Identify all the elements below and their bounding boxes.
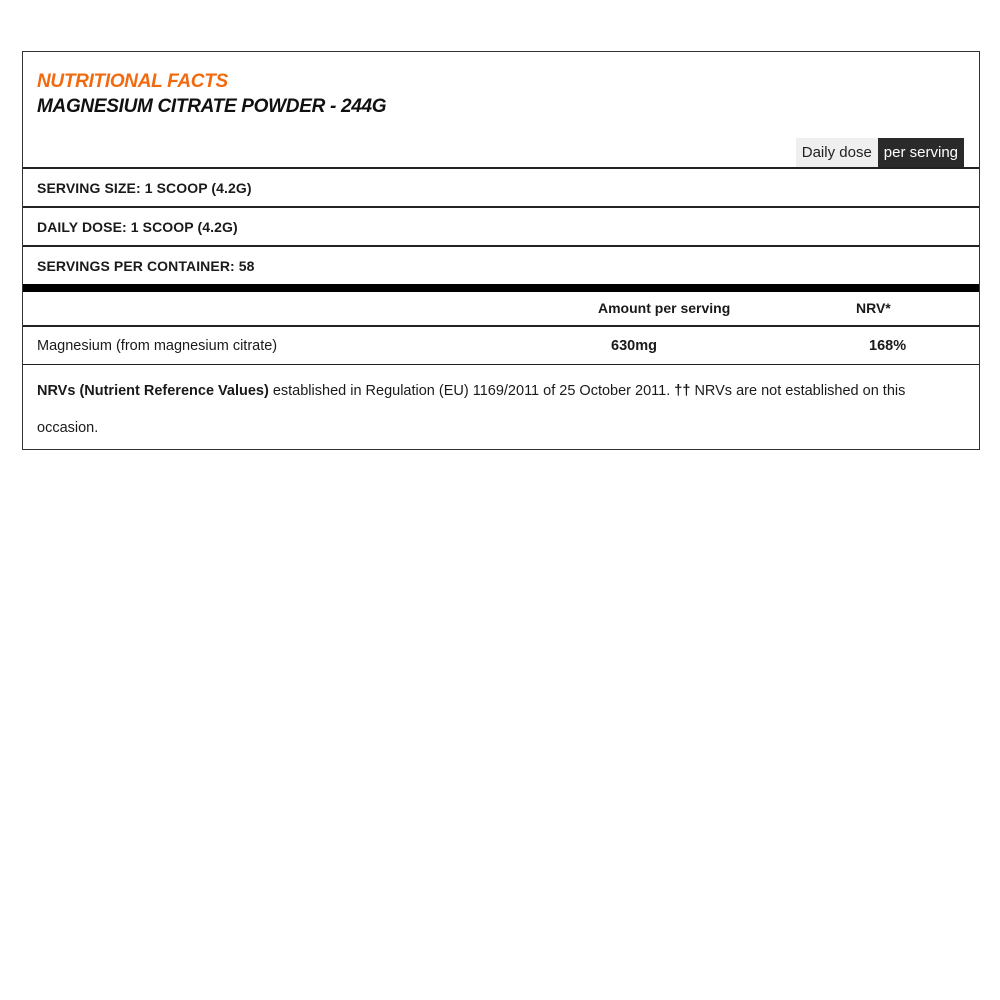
product-title: MAGNESIUM CITRATE POWDER - 244G [37, 96, 387, 117]
daily-dose-row: DAILY DOSE: 1 SCOOP (4.2G) [23, 206, 979, 245]
amount-column-header: Amount per serving [598, 300, 731, 316]
panel-header [23, 52, 979, 167]
table-row [23, 327, 979, 365]
nutrient-name: Magnesium (from magnesium citrate) [37, 338, 278, 354]
nrv-column-header: NRV* [856, 300, 891, 316]
section-divider [23, 284, 979, 292]
dose-toggle [796, 138, 964, 167]
footnote-bold: NRVs (Nutrient Reference Values) [37, 383, 269, 399]
nutritional-facts-label: NUTRITIONAL FACTS [37, 71, 228, 92]
nutrient-amount: 630mg [611, 338, 657, 354]
nutrient-nrv: 168% [869, 338, 907, 354]
serving-size-row: SERVING SIZE: 1 SCOOP (4.2G) [23, 167, 979, 206]
nutrition-facts-panel [22, 51, 980, 450]
daily-dose-tab[interactable]: Daily dose [796, 138, 878, 167]
footnote-text: established in Regulation (EU) 1169/2011 of 25 October 2011. [268, 383, 675, 399]
footnote-dagger: †† [674, 383, 691, 399]
footnote-end: NRVs are not established on this occasion. [37, 383, 906, 436]
nrv-footnote [23, 365, 979, 449]
table-header [23, 292, 979, 327]
servings-per-container-row: SERVINGS PER CONTAINER: 58 [23, 245, 979, 284]
per-serving-tab[interactable]: per serving [878, 138, 964, 167]
